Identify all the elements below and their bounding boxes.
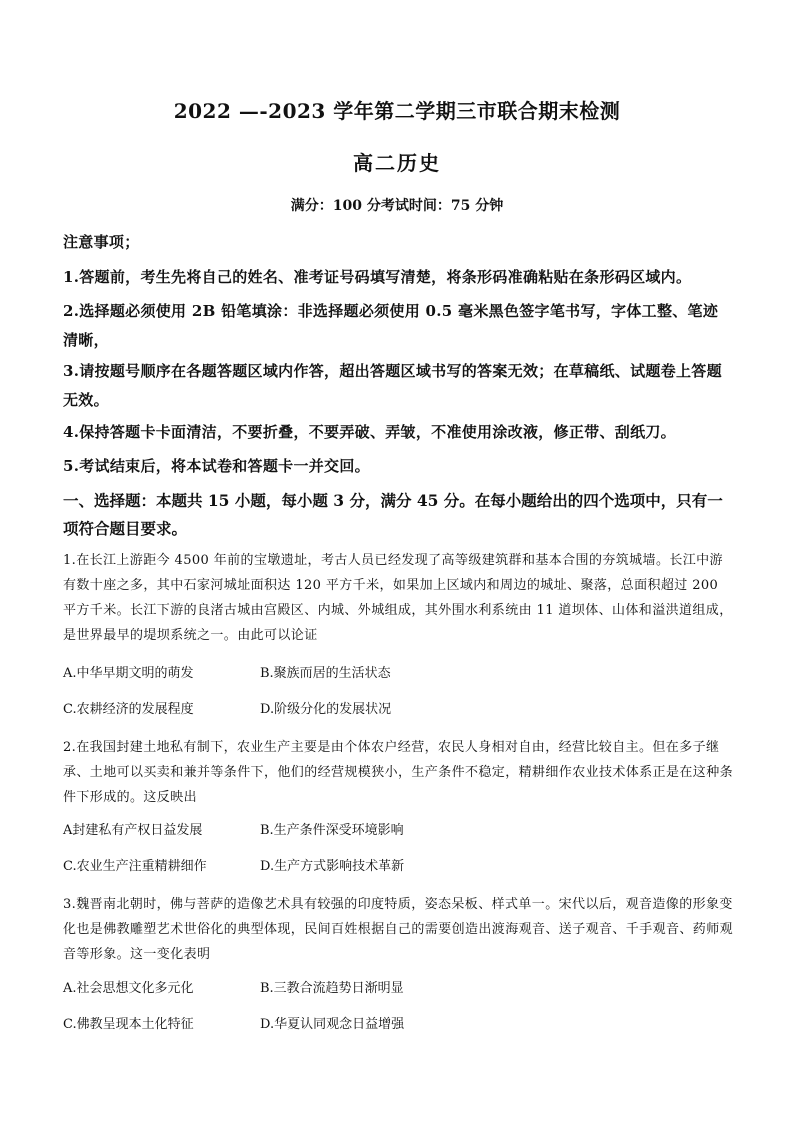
- note-item: 5.考试结束后，将本试卷和答题卡一并交回。: [63, 457, 370, 475]
- question-option: A.中华早期文明的萌发: [63, 666, 194, 681]
- exam-subject: 高二历史: [353, 151, 441, 175]
- question-option: B.三教合流趋势日渐明显: [260, 981, 404, 996]
- question-option: B.聚族而居的生活状态: [260, 666, 391, 681]
- question-option: D.华夏认同观念日益增强: [260, 1017, 405, 1032]
- question-option: C.农业生产注重精耕细作: [63, 859, 207, 874]
- note-item: 4.保持答题卡卡面清洁，不要折叠，不要弄破、弄皱，不准使用涂改液，修正带、刮纸刀。: [63, 423, 676, 441]
- question-option: C.农耕经济的发展程度: [63, 702, 194, 717]
- exam-title: 2022 —-2023 学年第二学期三市联合期末检测: [173, 99, 621, 123]
- section-heading: 一、选择题：本题共 15 小题，每小题 3 分，满分 45 分。在每小题给出的四个选项中，只有一项符合题目要求。: [63, 491, 723, 538]
- question-option: D.阶级分化的发展状况: [260, 702, 392, 717]
- note-item: 2.选择题必须使用 2B 铅笔填涂：非选择题必须使用 0.5 毫米黑色签字笔书写，字体工整、笔迹清晰，: [63, 302, 719, 349]
- notes-heading: 注意事项；: [63, 233, 140, 251]
- question-option: D.生产方式影响技术革新: [260, 859, 405, 874]
- exam-meta: 满分：100 分考试时间：75 分钟: [290, 198, 504, 214]
- question-stem: 2.在我国封建土地私有制下，农业生产主要是由个体农户经营，农民人身相对自由，经营比较自主。但在多子继承、土地可以买卖和兼并等条件下，他们的经营规模狭小，生产条件不稳定，精耕细作农业技术体系正是在这种条件下形成的。这反映出: [63, 740, 734, 805]
- question-stem: 3.魏晋南北朝时，佛与菩萨的造像艺术具有较强的印度特质，姿态呆板、样式单一。宋代以后，观音造像的形象变化也是佛教雕塑艺术世俗化的典型体现，民间百姓根据自己的需要创造出渡海观音、送子观音、千手观音、药师观音等形象。这一变化表明: [63, 897, 734, 962]
- note-item: 3.请按题号顺序在各题答题区域内作答，超出答题区域书写的答案无效；在草稿纸、试题卷上答题无效。: [63, 362, 722, 409]
- question-option: A.社会思想文化多元化: [63, 981, 194, 996]
- question-option: B.生产条件深受环境影响: [260, 823, 404, 838]
- question-stem: 1.在长江上游距今 4500 年前的宝墩遗址，考古人员已经发现了高等级建筑群和基本合围的夯筑城墙。长江中游有数十座之多，其中石家河城址面积达 120 平方千米，如果加上区域内和周边的城址、聚落，总面积超过 200 平方千米。长江下游的良渚古城由宫殿区、内城、外城组成，其外围水利系统由 11 道坝体、山体和溢洪道组成，是世界最早的堤坝系统之一。由此可以论证: [63, 553, 733, 643]
- note-item: 1.答题前，考生先将自己的姓名、准考证号码填写清楚，将条形码准确粘贴在条形码区域内。: [63, 268, 692, 286]
- question-option: C.佛教呈现本土化特征: [63, 1017, 194, 1032]
- question-option: A封建私有产权日益发展: [63, 823, 203, 838]
